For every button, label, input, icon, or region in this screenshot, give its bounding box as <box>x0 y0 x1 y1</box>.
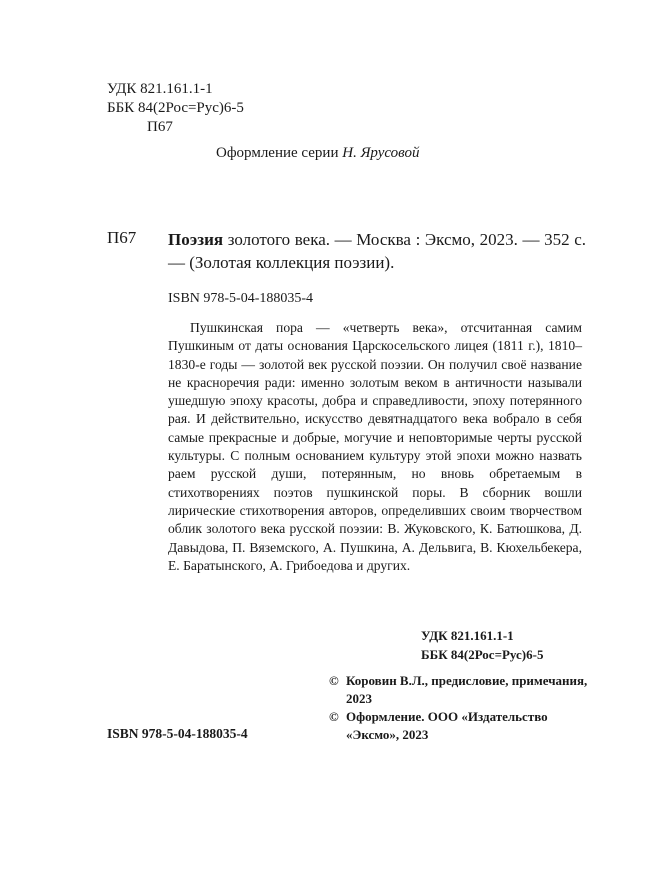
bbk-code-bottom: ББК 84(2Рос=Рус)6-5 <box>421 647 544 662</box>
series-design-prefix: Оформление серии <box>216 145 339 161</box>
isbn-bottom: ISBN 978-5-04-188035-4 <box>107 726 248 741</box>
copyright-block <box>329 672 599 744</box>
copyright-icon: © <box>329 709 339 724</box>
series-designer-name: Н. Ярусовой <box>342 145 420 161</box>
series-design-credit <box>216 145 419 162</box>
isbn-top: ISBN 978-5-04-188035-4 <box>168 291 314 306</box>
copyright-icon: © <box>329 673 339 688</box>
copyright-line <box>329 672 599 708</box>
udk-code: УДК 821.161.1-1 <box>107 81 213 97</box>
classification-block <box>107 80 244 137</box>
entry-author-mark: П67 <box>107 228 137 247</box>
bbk-code: ББК 84(2Рос=Рус)6-5 <box>107 100 244 116</box>
copyright-text: Коровин В.Л., предисловие, примечания, 2023 <box>346 673 588 706</box>
author-mark: П67 <box>147 119 173 135</box>
udk-code-bottom: УДК 821.161.1-1 <box>421 628 514 643</box>
bibliographic-entry <box>168 228 586 274</box>
entry-title-rest: золотого века. — Москва : Эксмо, 2023. — 352 с. — (Золотая коллекция поэзии). <box>168 230 586 272</box>
copyright-line <box>329 708 599 744</box>
classification-bottom <box>421 626 543 664</box>
annotation-text: Пушкинская пора — «четверть века», отсчитанная самим Пушкиным от даты основания Царскосельского лицея (1811 г.), 1810–1830-е годы — золотой век русской поэзии. Он получил своё название не красноречия ради: именно золотым веком в античности называли ушедшую эпоху красоты, добра и справедливости, эпоху потерянного рая. И действительно, искусство девятнадцатого века вобрало в себя самые прекрасные и добрые, могучие и неповторимые черты русской культуры. С полным основанием культуру этой эпохи можно назвать раем русской души, потерянным, но вновь обретаемым в стихотворениях поэтов пушкинской поры. В сборник вошли лирические стихотворения авторов, определивших своим творчеством облик золотого века русской поэзии: В. Жуковского, К. Батюшкова, Д. Давыдова, П. Вяземского, А. Пушкина, А. Дельвига, В. Кюхельбекера, Е. Баратынского, А. Грибоедова и других. <box>168 320 582 573</box>
copyright-text: Оформление. ООО «Издательство «Эксмо», 2023 <box>346 709 548 742</box>
entry-title-bold: Поэзия <box>168 230 224 249</box>
